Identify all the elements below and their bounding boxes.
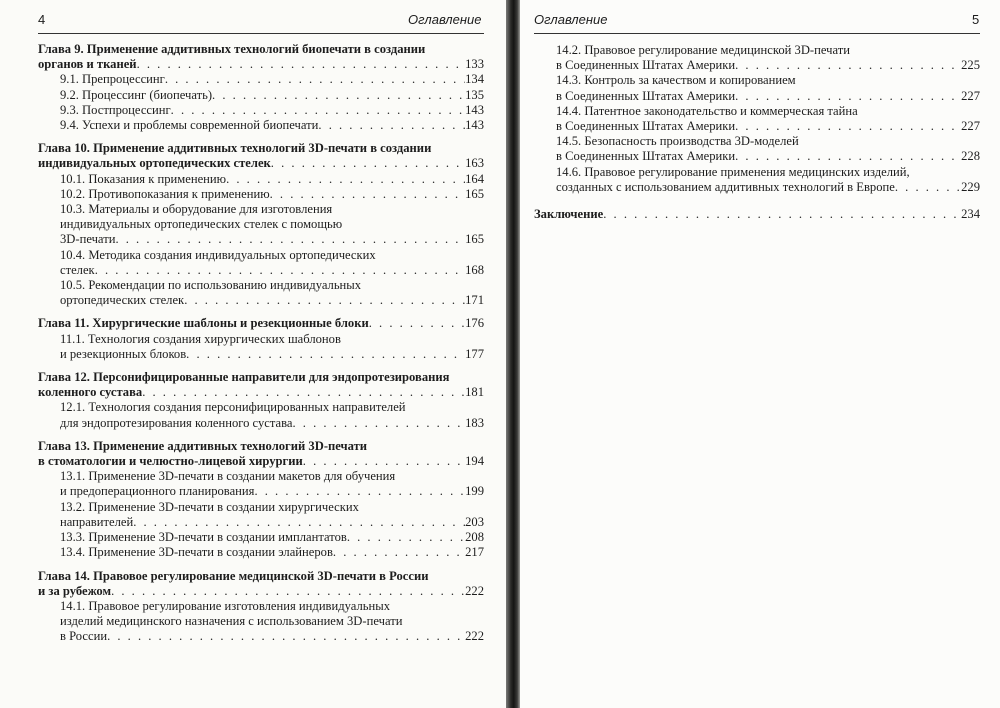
toc-entry-text: ортопедических стелек xyxy=(60,293,185,308)
dot-leader xyxy=(133,515,465,530)
dot-leader xyxy=(254,484,465,499)
right-running-title: Оглавление xyxy=(534,12,608,27)
dot-leader xyxy=(603,207,961,222)
toc-entry-text: в России xyxy=(60,629,108,644)
dot-leader xyxy=(111,584,465,599)
dot-leader xyxy=(107,629,465,644)
toc-section-entry xyxy=(38,545,484,560)
toc-entry-text: 10.5. Рекомендации по использованию индивидуальных xyxy=(60,278,362,293)
toc-entry-text: 9.1. Препроцессинг xyxy=(60,72,165,87)
toc-chapter-entry xyxy=(38,569,484,599)
toc-page-number: 143 xyxy=(465,118,484,133)
toc-page-number: 229 xyxy=(961,179,980,194)
toc-page-number: 176 xyxy=(465,316,484,331)
right-page-number: 5 xyxy=(972,12,980,27)
toc-entry-text: в стоматологии и челюстно-лицевой хирургии xyxy=(38,454,303,469)
toc-entry-text: 11.1. Технология создания хирургических шаблонов xyxy=(60,331,341,346)
toc-chapter-entry xyxy=(38,42,484,72)
toc-entry-text: и за рубежом xyxy=(38,583,112,598)
toc-section-entry xyxy=(534,165,980,195)
toc-page-number: 203 xyxy=(465,514,484,529)
toc-entry-text: 13.3. Применение 3D-печати в создании имплантатов xyxy=(60,530,347,545)
dot-leader xyxy=(142,385,465,400)
dot-leader xyxy=(271,156,465,171)
toc-page-number: 217 xyxy=(465,545,484,560)
toc-entry-text: органов и тканей xyxy=(38,57,137,72)
toc-entry-text: стелек xyxy=(60,262,95,277)
toc-entry-text: 13.2. Применение 3D-печати в создании хирургических xyxy=(60,499,359,514)
toc-section-entry xyxy=(38,332,484,362)
toc-section-entry xyxy=(38,118,484,133)
toc-section-entry xyxy=(38,172,484,187)
left-page-number: 4 xyxy=(38,12,46,27)
toc-entry-text: 10.4. Методика создания индивидуальных ортопедических xyxy=(60,247,376,262)
toc-section-entry xyxy=(38,278,484,308)
toc-page-number: 168 xyxy=(465,262,484,277)
toc-entry-text: 14.3. Контроль за качеством и копированием xyxy=(556,73,796,88)
left-toc xyxy=(38,42,484,645)
toc-entry-text: и предоперационного планирования xyxy=(60,484,255,499)
dot-leader xyxy=(137,57,466,72)
dot-leader xyxy=(165,72,465,87)
dot-leader xyxy=(347,530,465,545)
toc-entry-text: 3D-печати xyxy=(60,232,116,247)
toc-chapter-entry xyxy=(38,316,484,331)
toc-page-number: 183 xyxy=(465,415,484,430)
toc-entry-text: 14.5. Безопасность производства 3D-моделей xyxy=(556,134,799,149)
dot-leader xyxy=(270,187,465,202)
toc-page-number: 222 xyxy=(465,629,484,644)
toc-section-entry xyxy=(38,248,484,278)
toc-entry-text: 13.4. Применение 3D-печати в создании элайнеров xyxy=(60,545,333,560)
toc-entry-text: 10.1. Показания к применению xyxy=(60,171,227,186)
right-header-rule xyxy=(534,33,980,34)
right-page xyxy=(520,0,1000,708)
toc-page-number: 133 xyxy=(465,57,484,72)
dot-leader xyxy=(226,172,465,187)
toc-page-number: 181 xyxy=(465,385,484,400)
toc-entry-text: индивидуальных ортопедических стелек с помощью xyxy=(60,217,343,232)
toc-entry-text: Глава 14. Правовое регулирование медицинской 3D-печати в России xyxy=(38,568,429,583)
toc-page-number: 171 xyxy=(465,293,484,308)
toc-section-entry xyxy=(38,72,484,87)
toc-entry-text: 9.4. Успехи и проблемы современной биопечати xyxy=(60,118,319,133)
toc-entry-text: 14.6. Правовое регулирование применения медицинских изделий, xyxy=(556,164,910,179)
dot-leader xyxy=(369,316,465,331)
dot-leader xyxy=(95,263,465,278)
dot-leader xyxy=(115,232,465,247)
toc-section-entry xyxy=(38,469,484,499)
toc-entry-text: коленного сустава xyxy=(38,385,143,400)
toc-section-entry xyxy=(38,530,484,545)
toc-entry-text: 14.2. Правовое регулирование медицинской 3D-печати xyxy=(556,43,850,57)
toc-entry-text: Глава 9. Применение аддитивных технологий биопечати в создании xyxy=(38,42,426,56)
toc-entry-text: 10.2. Противопоказания к применению xyxy=(60,186,270,201)
toc-entry-text: 10.3. Материалы и оборудование для изготовления xyxy=(60,202,333,217)
dot-leader xyxy=(186,347,465,362)
toc-entry-text: направителей xyxy=(60,514,134,529)
dot-leader xyxy=(333,545,465,560)
toc-entry-text: 14.4. Патентное законодательство и коммерческая тайна xyxy=(556,103,858,118)
toc-section-entry xyxy=(38,202,484,248)
dot-leader xyxy=(735,149,961,164)
toc-chapter-entry xyxy=(534,207,980,222)
toc-page-number: 227 xyxy=(961,88,980,103)
dot-leader xyxy=(895,180,961,195)
toc-page-number: 143 xyxy=(465,102,484,117)
toc-page-number: 164 xyxy=(465,171,484,186)
toc-page-number: 165 xyxy=(465,232,484,247)
toc-page-number: 194 xyxy=(465,454,484,469)
dot-leader xyxy=(184,293,465,308)
toc-entry-text: 13.1. Применение 3D-печати в создании макетов для обучения xyxy=(60,469,396,484)
dot-leader xyxy=(303,454,465,469)
toc-entry-text: в Соединенных Штатах Америки xyxy=(556,88,736,103)
dot-leader xyxy=(171,103,465,118)
toc-section-entry xyxy=(534,134,980,164)
toc-entry-text: 9.2. Процессинг (биопечать) xyxy=(60,87,213,102)
toc-chapter-entry xyxy=(38,141,484,171)
toc-page-number: 225 xyxy=(961,58,980,73)
dot-leader xyxy=(735,89,961,104)
toc-section-entry xyxy=(534,43,980,73)
toc-section-entry xyxy=(38,400,484,430)
toc-page-number: 177 xyxy=(465,346,484,361)
toc-section-entry xyxy=(38,500,484,530)
toc-entry-text: созданных с использованием аддитивных технологий в Европе xyxy=(556,179,895,194)
toc-chapter-entry xyxy=(38,439,484,469)
toc-page-number: 228 xyxy=(961,149,980,164)
toc-section-entry xyxy=(38,103,484,118)
toc-page-number: 208 xyxy=(465,530,484,545)
toc-entry-text: 12.1. Технология создания персонифицированных направителей xyxy=(60,400,406,415)
toc-page-number: 234 xyxy=(961,207,980,222)
toc-page-number: 199 xyxy=(465,484,484,499)
toc-entry-text: для эндопротезирования коленного сустава xyxy=(60,415,293,430)
toc-entry-text: Глава 12. Персонифицированные направители для эндопротезирования xyxy=(38,370,450,385)
left-running-title: Оглавление xyxy=(408,12,482,27)
toc-entry-text: Глава 10. Применение аддитивных технологий 3D-печати в создании xyxy=(38,141,432,156)
toc-page-number: 165 xyxy=(465,186,484,201)
left-header-rule xyxy=(38,33,484,34)
toc-entry-text: изделий медицинского назначения с использованием 3D-печати xyxy=(60,614,403,629)
toc-section-entry xyxy=(38,187,484,202)
toc-page-number: 134 xyxy=(465,72,484,87)
book-spine xyxy=(506,0,520,708)
dot-leader xyxy=(735,58,961,73)
toc-page-number: 163 xyxy=(465,156,484,171)
toc-page-number: 135 xyxy=(465,87,484,102)
toc-page-number: 222 xyxy=(465,583,484,598)
toc-section-entry xyxy=(38,88,484,103)
toc-entry-text: в Соединенных Штатах Америки xyxy=(556,119,736,134)
toc-entry-text: и резекционных блоков xyxy=(60,346,187,361)
dot-leader xyxy=(318,118,465,133)
toc-entry-text: в Соединенных Штатах Америки xyxy=(556,58,736,73)
toc-entry-text: в Соединенных Штатах Америки xyxy=(556,149,736,164)
toc-entry-text: индивидуальных ортопедических стелек xyxy=(38,156,271,171)
toc-entry-text: 14.1. Правовое регулирование изготовления индивидуальных xyxy=(60,598,391,613)
toc-section-entry xyxy=(534,104,980,134)
toc-page-number: 227 xyxy=(961,119,980,134)
dot-leader xyxy=(735,119,961,134)
toc-section-entry xyxy=(534,73,980,103)
toc-entry-text: Заключение xyxy=(534,207,604,222)
toc-chapter-entry xyxy=(38,370,484,400)
toc-section-entry xyxy=(38,599,484,645)
right-toc xyxy=(534,43,980,222)
toc-entry-text: Глава 11. Хирургические шаблоны и резекционные блоки xyxy=(38,316,369,331)
toc-entry-text: Глава 13. Применение аддитивных технологий 3D-печати xyxy=(38,438,368,453)
dot-leader xyxy=(292,416,465,431)
toc-entry-text: 9.3. Постпроцессинг xyxy=(60,102,171,117)
dot-leader xyxy=(212,88,465,103)
